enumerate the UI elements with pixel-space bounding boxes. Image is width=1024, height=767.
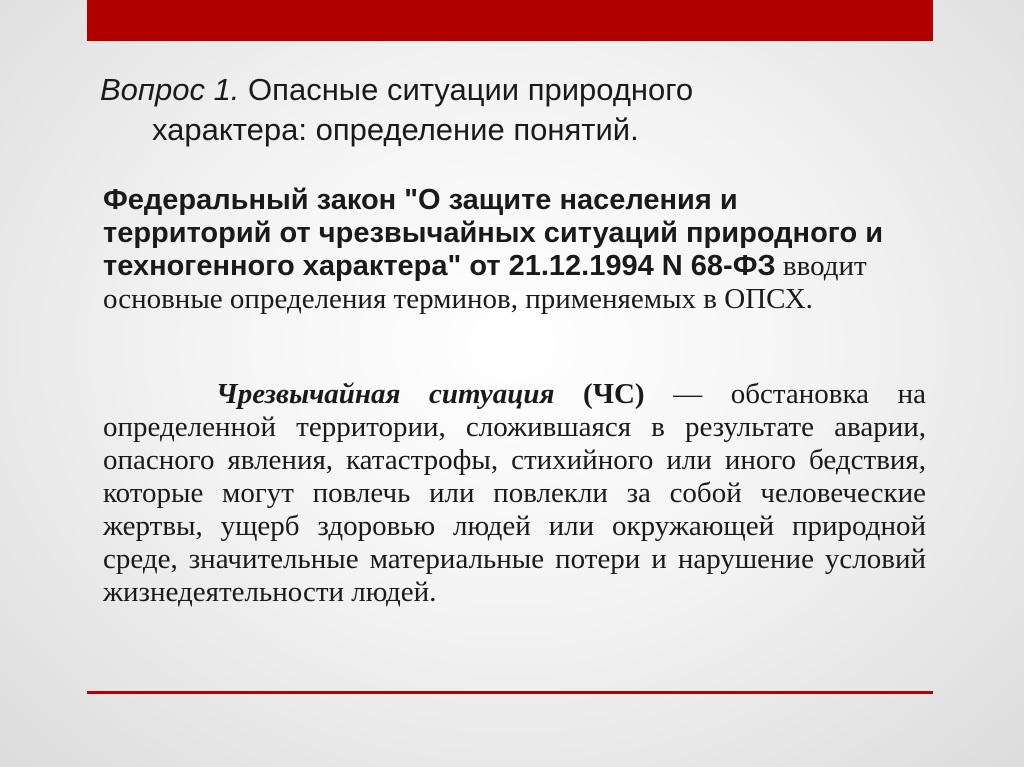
law-description: вводит основные определения терминов, применяемых в ОПСХ. — [103, 250, 867, 315]
title-line1: Опасные ситуации природного — [239, 72, 694, 107]
title-lead: Вопрос 1. — [100, 72, 240, 107]
definition-text: — обстановка на определенной территории, сложившаяся в результате аварии, опасного явления, катастрофы, стихийного или иного бедствия, которые могут повлечь или повлекли за собой человеческие жертвы, ущерб здоровью людей или окружающей природной среде, значительные материальные потери и нарушение условий жизнедеятельности людей. — [103, 378, 926, 608]
definition-abbreviation: (ЧС) — [554, 378, 645, 410]
definition-paragraph — [103, 378, 926, 609]
law-paragraph — [103, 184, 903, 316]
bottom-divider — [87, 691, 933, 694]
law-number: 21.12.1994 N 68-ФЗ — [508, 250, 776, 282]
law-name: Федеральный закон "О защите населения и территорий от чрезвычайных ситуаций природного и техногенного характера" от — [103, 184, 884, 282]
top-accent-bar — [87, 0, 933, 41]
title-line2: характера: определение понятий. — [152, 112, 639, 147]
slide-title — [100, 70, 900, 150]
definition-term: Чрезвычайная ситуация — [216, 378, 555, 410]
